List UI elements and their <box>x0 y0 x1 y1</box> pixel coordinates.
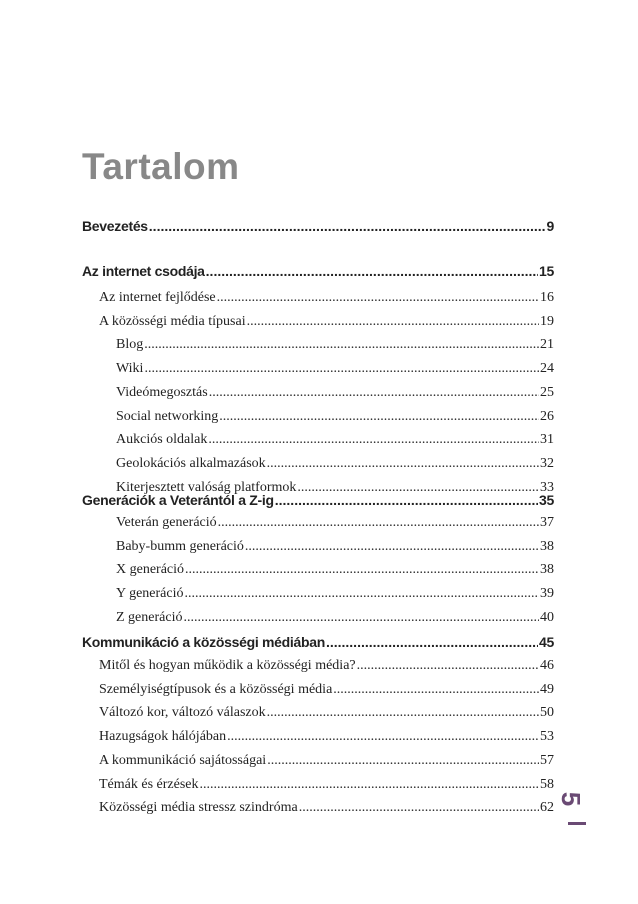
toc-leader-dots <box>247 314 539 330</box>
toc-entry[interactable] <box>82 409 554 425</box>
toc-chapter[interactable] <box>82 218 554 234</box>
toc-page-number: 25 <box>540 384 554 400</box>
page-title: Tartalom <box>82 146 240 187</box>
toc-leader-dots <box>200 777 540 793</box>
toc-entry[interactable] <box>82 610 554 626</box>
toc-entry[interactable] <box>82 456 554 472</box>
toc-leader-dots <box>149 218 546 234</box>
toc-leader-dots <box>219 409 539 425</box>
toc-entry[interactable] <box>82 705 554 721</box>
toc-entry[interactable] <box>82 515 554 531</box>
toc-entry-title: Geolokációs alkalmazások <box>116 455 266 471</box>
toc-entry-title: Baby-bumm generáció <box>116 538 244 554</box>
toc-page-number: 19 <box>540 313 554 329</box>
toc-entry-title: Mitől és hogyan működik a közösségi média? <box>99 658 356 673</box>
toc-leader-dots <box>357 658 539 674</box>
toc-entry-title: X generáció <box>116 562 185 578</box>
toc-page-number: 16 <box>540 290 554 305</box>
toc-leader-dots <box>217 290 539 306</box>
toc-entry-title: Témák és érzések <box>99 776 199 792</box>
toc-entry-title: A közösségi média típusai <box>99 313 246 329</box>
toc-leader-dots <box>267 456 539 472</box>
toc-entry-title: Változó kor, változó válaszok <box>99 705 266 721</box>
page-number: 5 <box>556 791 587 807</box>
toc-leader-dots <box>299 800 539 816</box>
toc-entry[interactable] <box>82 800 554 816</box>
toc-page-number: 31 <box>540 432 554 448</box>
toc-leader-dots <box>209 385 539 401</box>
toc-entry[interactable] <box>82 337 554 353</box>
toc-page-number: 21 <box>540 337 554 353</box>
toc-entry[interactable] <box>82 432 554 448</box>
toc-chapter-title: Generációk a Veterántól a Z-ig <box>82 492 274 508</box>
toc-page-number: 24 <box>540 361 554 377</box>
toc-entry-title: Social networking <box>116 408 219 424</box>
toc-leader-dots <box>227 729 539 745</box>
toc-entry-title: Z generáció <box>116 609 183 625</box>
toc-chapter[interactable] <box>82 634 554 650</box>
toc-page-number: 38 <box>540 538 554 554</box>
toc-entry-title: Videómegosztás <box>116 384 208 400</box>
toc-page-number: 39 <box>540 586 554 602</box>
toc-page-number: 57 <box>540 752 554 768</box>
toc-chapter-title: Az internet csodája <box>82 263 205 279</box>
toc-entry-title: Kiterjesztett valóság platformok <box>116 479 297 495</box>
toc-entry[interactable] <box>82 682 554 698</box>
toc-page-number: 9 <box>546 218 554 234</box>
toc-page-number: 49 <box>540 681 554 697</box>
toc-page-number: 50 <box>540 705 554 721</box>
toc-entry[interactable] <box>82 586 554 602</box>
toc-page-number: 40 <box>540 609 554 625</box>
toc-leader-dots <box>267 753 539 769</box>
toc-page-number: 33 <box>540 479 554 495</box>
toc-entry[interactable] <box>82 729 554 745</box>
toc-entry[interactable] <box>82 539 554 555</box>
toc-entry-title: Személyiségtípusok és a közösségi média <box>99 681 333 697</box>
toc-page-number: 15 <box>539 263 554 279</box>
toc-chapter[interactable] <box>82 263 554 279</box>
toc-entry[interactable] <box>82 361 554 377</box>
toc-leader-dots <box>183 610 539 626</box>
toc-leader-dots <box>144 337 539 353</box>
toc-entry[interactable] <box>82 777 554 793</box>
toc-page-number: 26 <box>540 408 554 424</box>
toc-leader-dots <box>185 586 540 602</box>
toc-leader-dots <box>245 539 539 555</box>
toc-page-number: 58 <box>540 776 554 792</box>
toc-chapter-title: Kommunikáció a közösségi médiában <box>82 634 325 650</box>
toc-page-number: 38 <box>540 562 554 578</box>
toc-chapter[interactable] <box>82 492 554 508</box>
toc-entry[interactable] <box>82 290 554 306</box>
toc-page-number: 53 <box>540 729 554 745</box>
toc-entry-title: Hazugságok hálójában <box>99 729 227 745</box>
toc-entry-title: Y generáció <box>116 586 184 602</box>
toc-leader-dots <box>144 361 539 377</box>
page-number-bar <box>568 822 586 825</box>
toc-page-number: 45 <box>539 634 554 650</box>
toc-entry[interactable] <box>82 385 554 401</box>
toc-chapter-title: Bevezetés <box>82 218 148 234</box>
toc-leader-dots <box>326 634 538 650</box>
toc-leader-dots <box>218 515 539 531</box>
toc-entry[interactable] <box>82 753 554 769</box>
toc-entry-title: Wiki <box>116 361 144 377</box>
toc-page-number: 62 <box>540 800 554 816</box>
toc-page-number: 46 <box>540 658 554 673</box>
toc-leader-dots <box>206 263 538 279</box>
toc-entry[interactable] <box>82 562 554 578</box>
toc-entry-title: Az internet fejlődése <box>99 290 216 305</box>
toc-page-number: 35 <box>539 492 554 508</box>
toc-entry-title: Aukciós oldalak <box>116 432 208 448</box>
toc-entry-title: A kommunikáció sajátosságai <box>99 752 267 768</box>
toc-leader-dots <box>267 705 539 721</box>
toc-leader-dots <box>275 492 538 508</box>
toc-entry[interactable] <box>82 658 554 674</box>
toc-entry-title: Közösségi média stressz szindróma <box>99 800 298 816</box>
toc-page-number: 37 <box>540 515 554 530</box>
toc-leader-dots <box>185 562 539 578</box>
toc-leader-dots <box>333 682 539 698</box>
toc-leader-dots <box>208 432 539 448</box>
toc-page-number: 32 <box>540 455 554 471</box>
toc-entry[interactable] <box>82 314 554 330</box>
toc-entry-title: Blog <box>116 337 144 353</box>
toc-entry-title: Veterán generáció <box>116 515 217 530</box>
